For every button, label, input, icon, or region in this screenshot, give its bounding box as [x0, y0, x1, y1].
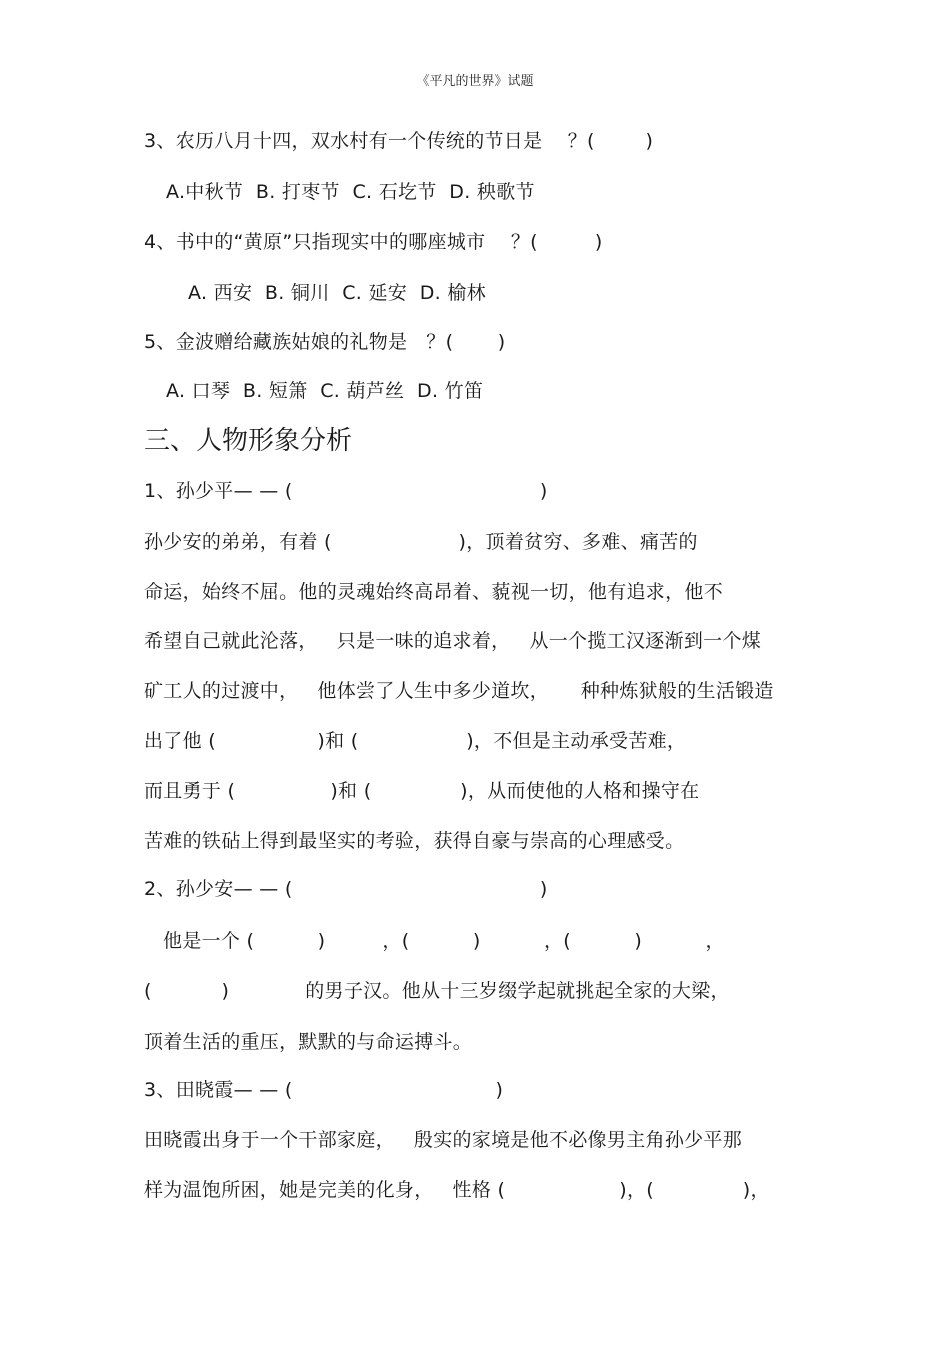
- analysis-line: 矿工人的过渡中， 他体尝了人生中多少道坎， 种种炼狱般的生活锻造: [144, 680, 774, 702]
- section-title: 三、人物形象分析: [144, 426, 353, 456]
- analysis-line: 命运，始终不屈。他的灵魂始终高昂着、藐视一切，他有追求，他不: [144, 581, 724, 603]
- page-header: 《平凡的世界》试题: [416, 74, 534, 89]
- analysis-line: 出了他 ( )和 ( )，不但是主动承受苦难，: [144, 730, 687, 752]
- question-3-options: A.中秋节 B. 打枣节 C. 石圪节 D. 秧歌节: [166, 181, 535, 203]
- question-5: 5、金波赠给藏族姑娘的礼物是 ？( ): [144, 331, 506, 353]
- question-5-options: A. 口琴 B. 短箫 C. 葫芦丝 D. 竹笛: [166, 380, 484, 402]
- analysis-line: 样为温饱所困，她是完美的化身， 性格 ( )，( )，: [144, 1179, 770, 1201]
- analysis-line: 3、田晓霞— — ( ): [144, 1079, 504, 1101]
- question-3: 3、农历八月十四，双水村有一个传统的节日是 ？( ): [144, 130, 654, 152]
- analysis-line: 苦难的铁砧上得到最坚实的考验，获得自豪与崇高的心理感受。: [144, 830, 685, 852]
- analysis-line: 希望自己就此沦落， 只是一味的追求着， 从一个揽工汉逐渐到一个煤: [144, 630, 762, 652]
- analysis-line: 1、孙少平— — ( ): [144, 480, 548, 502]
- question-4-options: A. 西安 B. 铜川 C. 延安 D. 榆林: [188, 282, 486, 304]
- analysis-line: 孙少安的弟弟，有着 ( )，顶着贫穷、多难、痛苦的: [144, 531, 698, 553]
- question-4: 4、书中的“黄原”只指现实中的哪座城市 ？( ): [144, 231, 603, 253]
- analysis-line: 田晓霞出身于一个干部家庭， 殷实的家境是他不必像男主角孙少平那: [144, 1129, 743, 1151]
- analysis-line: 而且勇于 ( )和 ( )，从而使他的人格和操守在: [144, 780, 700, 802]
- analysis-line: 顶着生活的重压，默默的与命运搏斗。: [144, 1031, 473, 1053]
- analysis-line: 2、孙少安— — ( ): [144, 878, 548, 900]
- analysis-line: 他是一个 ( ) ，( ) ，( ) ，: [144, 930, 725, 952]
- analysis-line: ( ) 的男子汉。他从十三岁缀学起就挑起全家的大梁，: [144, 980, 730, 1002]
